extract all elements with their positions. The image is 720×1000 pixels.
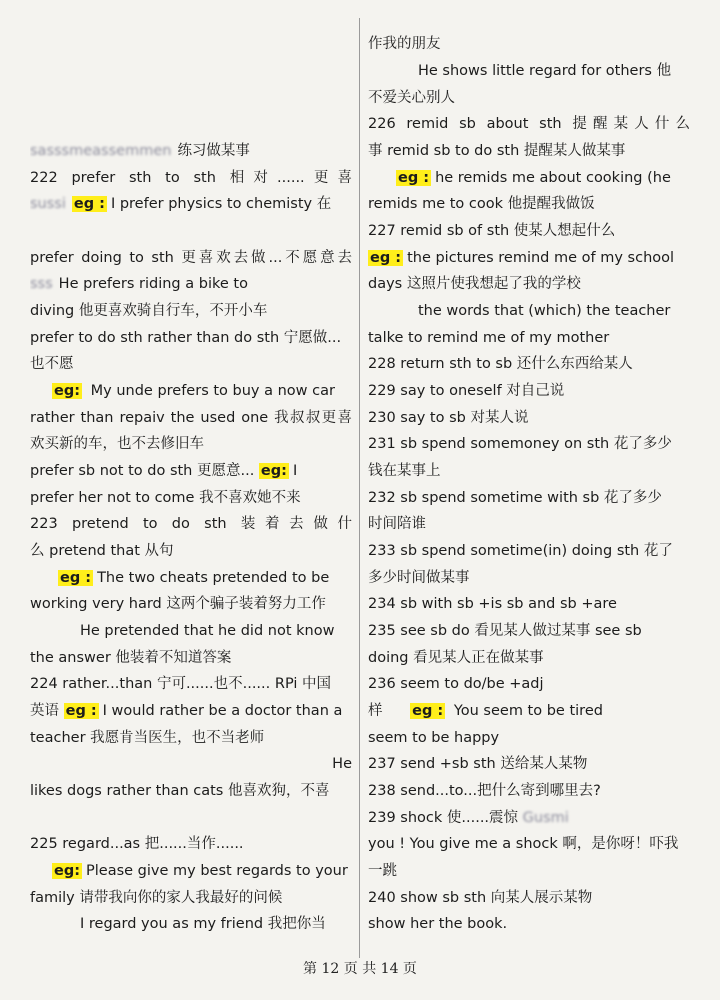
text-line: you ! You give me a shock 啊，是你呀！吓我 — [368, 836, 679, 852]
eg-label: eg: — [54, 863, 81, 879]
entry-222: 222 prefer sth to sth 相对......更喜 — [30, 170, 352, 186]
entry-229: 229 say to oneself 对自己说 — [368, 383, 565, 399]
text-line: teacher 我愿肯当医生，也不当老师 — [30, 730, 265, 746]
entry-230: 230 say to sb 对某人说 — [368, 410, 529, 426]
text-line: prefer sb not to do sth 更愿意... eg: I — [30, 463, 298, 479]
text-line: likes dogs rather than cats 他喜欢狗，不喜 — [30, 783, 330, 799]
eg-label: eg: — [260, 463, 287, 479]
text-line: 也不愿 — [30, 356, 74, 372]
entry-226: 226 remid sb about sth 提醒某人什么 — [368, 116, 690, 132]
text-line: eg : he remids me about cooking (he — [398, 170, 671, 186]
text-line: working very hard 这两个骗子装着努力工作 — [30, 596, 326, 612]
entry-233: 233 sb spend sometime(in) doing sth 花了 — [368, 543, 673, 559]
text-line: I regard you as my friend 我把你当 — [80, 916, 326, 932]
text-line: prefer doing to sth 更喜欢去做...不愿意去 — [30, 250, 352, 266]
entry-238: 238 send...to...把什么寄到哪里去? — [368, 783, 601, 799]
entry-239: 239 shock 使......震惊 Gusmi — [368, 810, 569, 826]
text-line: 样 eg : You seem to be tired — [368, 703, 603, 719]
text-line: eg: My unde prefers to buy a now car — [54, 383, 335, 399]
eg-label: eg: — [54, 383, 81, 399]
text-line: show her the book. — [368, 916, 508, 932]
blurred-line — [30, 218, 352, 244]
eg-label: eg : — [60, 570, 92, 586]
entry-224: 224 rather...than 宁可......也不...... RPi 中国 — [30, 676, 332, 692]
blurred-text: Gusmi — [522, 810, 569, 826]
blurred-text: sss — [30, 276, 53, 292]
eg-label: eg : — [398, 170, 430, 186]
text-line: the words that (which) the teacher — [418, 303, 671, 319]
text-line: sussi eg : I prefer physics to chemisty 在 — [30, 196, 332, 212]
text-line: seem to be happy — [368, 730, 500, 746]
text-line: talke to remind me of my mother — [368, 330, 610, 346]
text-line: 么 pretend that 从句 — [30, 543, 174, 559]
text-line: He — [332, 756, 352, 772]
text-line: 英语 eg : I would rather be a doctor than a — [30, 703, 343, 719]
text-line: days 这照片使我想起了我的学校 — [368, 276, 581, 292]
entry-235: 235 see sb do 看见某人做过某事 see sb — [368, 623, 642, 639]
text-line: 作我的朋友 — [368, 36, 441, 52]
eg-label: eg : — [65, 703, 97, 719]
entry-225: 225 regard...as 把......当作...... — [30, 836, 244, 852]
blurred-text: sussi — [30, 196, 66, 212]
entry-240: 240 show sb sth 向某人展示某物 — [368, 890, 593, 906]
entry-237: 237 send +sb sth 送给某人某物 — [368, 756, 588, 772]
text-line: family 请带我向你的家人我最好的问候 — [30, 890, 283, 906]
entry-232: 232 sb spend sometime with sb 花了多少 — [368, 490, 662, 506]
text-line: remids me to cook 他提醒我做饭 — [368, 196, 595, 212]
text-line: doing 看见某人正在做某事 — [368, 650, 544, 666]
text-line: He shows little regard for others 他 — [418, 63, 672, 79]
text-line: 多少时间做某事 — [368, 570, 470, 586]
text-line: diving 他更喜欢骑自行车，不开小车 — [30, 303, 268, 319]
text-line: rather than repaiv the used one 我叔叔更喜 — [30, 410, 352, 426]
text-line: prefer her not to come 我不喜欢她不来 — [30, 490, 301, 506]
entry-234: 234 sb with sb +is sb and sb +are — [368, 596, 617, 612]
text-line: eg : The two cheats pretended to be — [60, 570, 330, 586]
column-divider — [359, 18, 360, 958]
text-line: 欢买新的车，也不去修旧车 — [30, 436, 204, 452]
eg-label: eg : — [370, 250, 402, 266]
text-line: 时间陪谁 — [368, 516, 426, 532]
entry-227: 227 remid sb of sth 使某人想起什么 — [368, 223, 616, 239]
eg-label: eg : — [412, 703, 444, 719]
text-line: eg : the pictures remind me of my school — [370, 250, 675, 266]
entry-223: 223 pretend to do sth 装着去做什 — [30, 516, 352, 532]
blurred-text: sasssmeassemmen — [30, 143, 172, 159]
text-line: prefer to do sth rather than do sth 宁愿做... — [30, 330, 342, 346]
entry-236: 236 seem to do/be +adj — [368, 676, 544, 692]
text-line: sss He prefers riding a bike to — [30, 276, 248, 292]
eg-label: eg : — [73, 196, 105, 212]
text-line: He pretended that he did not know — [80, 623, 335, 639]
text-line: 事 remid sb to do sth 提醒某人做某事 — [368, 143, 626, 159]
text-line: 一跳 — [368, 863, 397, 879]
text-line: 钱在某事上 — [368, 463, 441, 479]
entry-228: 228 return sth to sb 还什么东西给某人 — [368, 356, 633, 372]
text-line: eg: Please give my best regards to your — [54, 863, 348, 879]
text-line: sasssmeassemmen 练习做某事 — [30, 143, 250, 159]
text-line: the answer 他装着不知道答案 — [30, 650, 232, 666]
entry-231: 231 sb spend somemoney on sth 花了多少 — [368, 436, 672, 452]
page-number-footer: 第 12 页 共 14 页 — [303, 961, 417, 977]
text-line: 不爱关心别人 — [368, 90, 455, 106]
